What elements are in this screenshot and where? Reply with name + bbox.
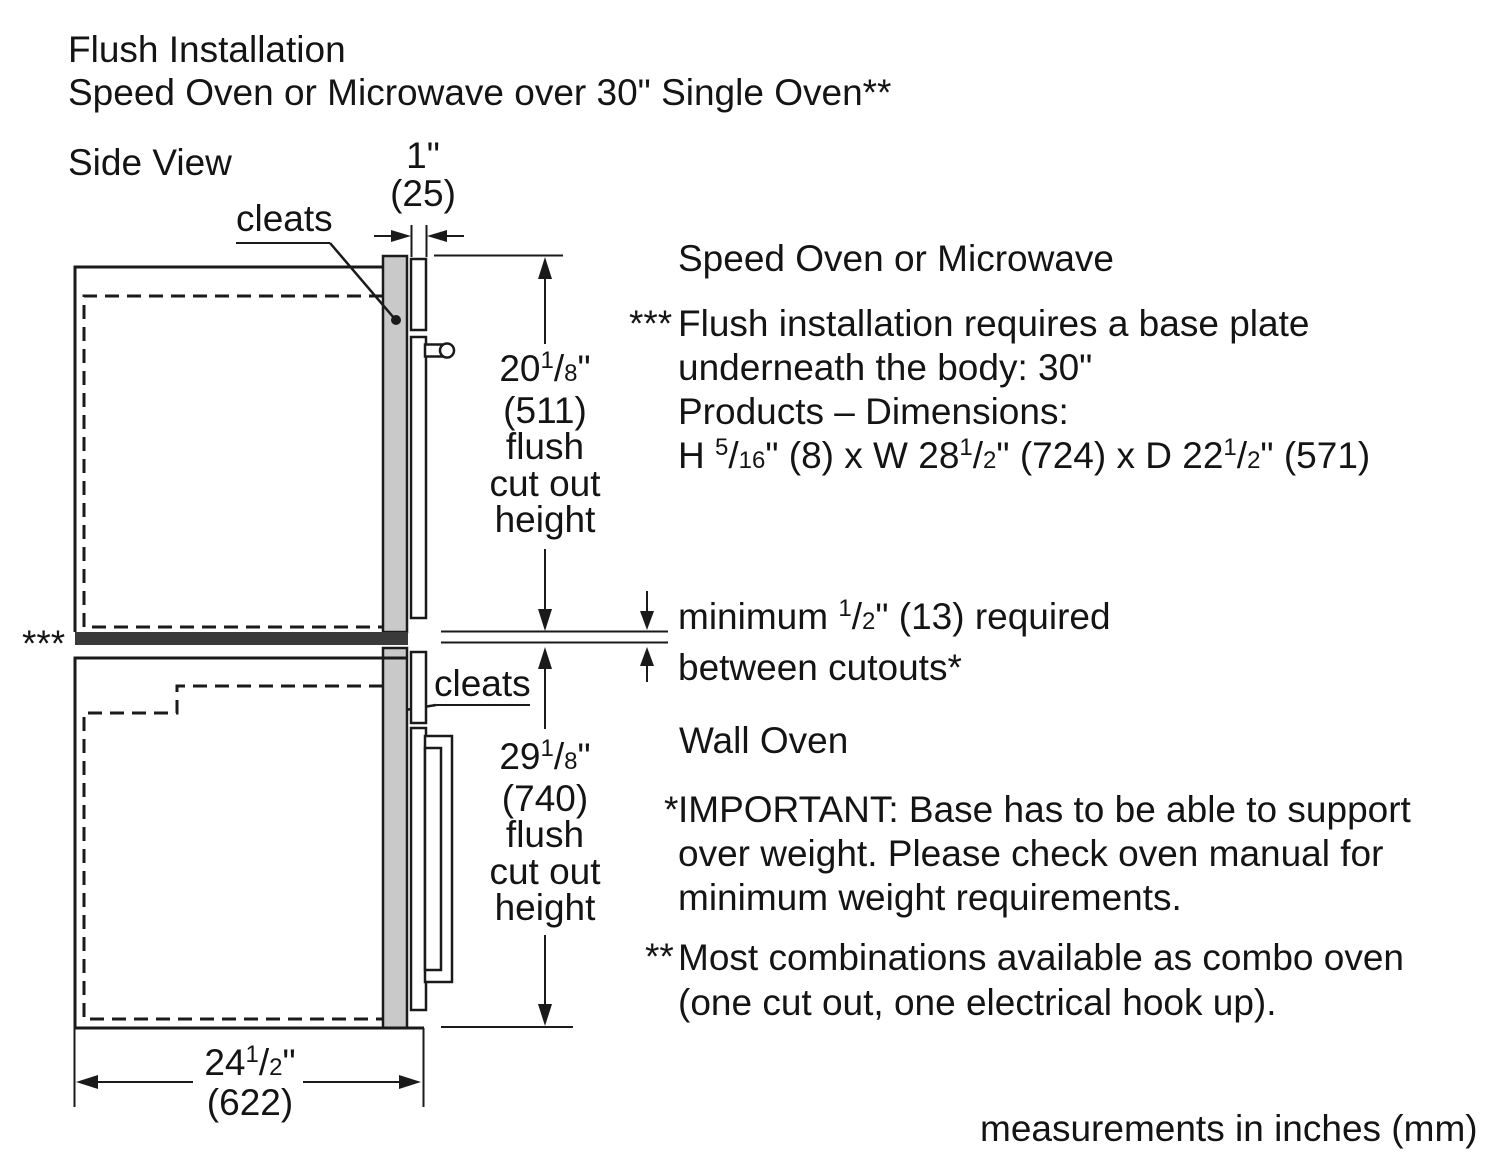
product-dimensions: H $^5$/16" (8) x W $28^1/2$" (724) x D $22^1/2$" (571)	[678, 434, 1371, 476]
width-dimension-mm: (622)	[206, 1082, 294, 1123]
min-gap-line2: between cutouts*	[678, 647, 962, 688]
upper-oven-handle-knob	[440, 344, 454, 358]
units-footnote: measurements in inches (mm)	[980, 1108, 1478, 1149]
upper-oven-door-front	[411, 337, 426, 618]
combo-note-text: Most combinations available as combo oven (one cut out, one electrical hook up).	[678, 937, 1404, 1023]
width-dimension-value: $24^1/2$"	[204, 1041, 296, 1083]
base-plate-marker: ***	[22, 623, 66, 664]
lower-cabinet	[75, 648, 452, 1028]
lower-cutout-dashed-outline	[84, 686, 383, 1019]
page-title	[68, 28, 891, 114]
side-view-label: Side View	[68, 142, 232, 183]
important-note-text: IMPORTANT: Base has to be able to support over weight. Please check oven manual for minimum weight requirements.	[678, 789, 1411, 918]
lower-oven-handle-inner	[425, 748, 441, 970]
gap-dimension-label	[373, 137, 473, 213]
lower-oven-door-top	[411, 652, 426, 723]
lower-cabinet-outline	[75, 658, 424, 1028]
gap-dimension-arrows	[374, 225, 464, 257]
page-title-line1: Flush Installation	[68, 29, 346, 70]
upper-cutout-mm: (511)	[503, 389, 587, 431]
upper-cutout-dimension-label: $20^1/8$" (511) flush cut out height	[455, 351, 635, 539]
upper-cutout-dashed-outline	[84, 296, 383, 627]
upper-cutout-value: $20^1/8$"	[499, 347, 591, 389]
gap-dimension-inches: 1"	[406, 135, 440, 176]
speed-oven-heading: Speed Oven or Microwave	[678, 238, 1114, 279]
lower-cutout-mm: (740)	[501, 777, 589, 819]
gap-dimension-mm: (25)	[390, 173, 456, 214]
upper-cleat-bar	[383, 256, 407, 632]
cleats-leader-top	[236, 243, 401, 325]
min-gap-note	[678, 594, 1111, 691]
cleats-label-bottom: cleats	[434, 663, 531, 704]
upper-cabinet-outline	[75, 267, 383, 632]
cleats-label-top: cleats	[236, 198, 333, 239]
base-plate-bar	[75, 632, 408, 645]
upper-cabinet	[75, 256, 454, 645]
wall-oven-heading: Wall Oven	[679, 720, 849, 761]
combo-note-marker: **	[645, 936, 674, 977]
lower-cutout-value: $29^1/8$"	[499, 735, 591, 777]
flush-note-text: Flush installation requires a base plate underneath the body: 30" Products – Dimensions: H $^5$/16" (8) x W $28^1/2$" (724) x D $22^1/2$" (571)	[678, 302, 1370, 483]
page-title-line2: Speed Oven or Microwave over 30" Single Oven**	[68, 72, 892, 113]
lower-cleat-bar	[383, 648, 407, 1028]
flush-note-marker: ***	[629, 303, 673, 344]
upper-oven-door-top	[411, 259, 426, 330]
lower-cutout-dimension-label: $29^1/8$" (740) flush cut out height	[455, 739, 635, 927]
min-gap-line1: minimum $^1$/2" (13) required	[678, 595, 1111, 637]
important-note-marker: *	[664, 789, 679, 830]
